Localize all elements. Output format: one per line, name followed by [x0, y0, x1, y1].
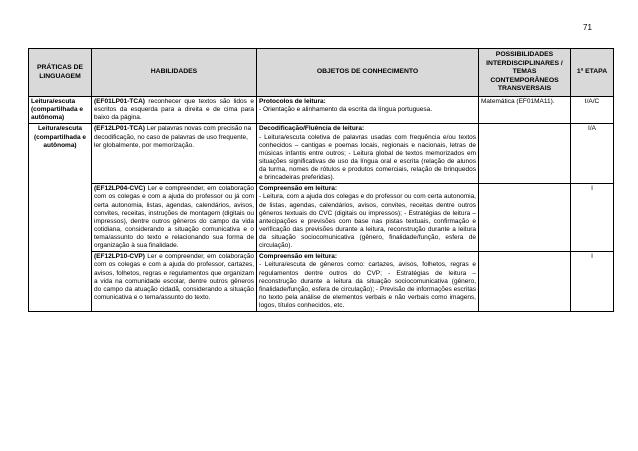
page-number: 71 [583, 23, 592, 32]
pratica-cell: Leitura/escuta (compartilhada e autônoma) [29, 124, 92, 312]
etapa-cell: I [571, 184, 614, 252]
possibilidades-cell: Matemática (EF01MA11). [479, 97, 571, 124]
objeto-title: Compreensão em leitura: [259, 253, 338, 261]
objeto-cell [257, 97, 479, 124]
objeto-text: - Leitura/escuta de gêneros como: cartazes, avisos, folhetos, regras e regulamentos dentre outros do CVP; - Estratégias de leitura – reconstrução durante a leitura da situação sociocomunicativa (gênero, finalidade/função, esfera de circulação); - Previsão de informações escritas no texto pela análise de elementos verbais e não verbais como imagens, logos, títulos conhecidos, etc. [259, 261, 476, 309]
etapa-cell: I/A [571, 124, 614, 184]
header-praticas: PRÁTICAS DE LINGUAGEM [29, 49, 92, 97]
objeto-cell [257, 252, 479, 312]
objeto-text: - Leitura/escuta coletiva de palavras usadas com frequência e/ou textos conhecidos – cantigas e poemas locais, regionais e nacionais, letras de músicas infantis entre outros; - Leitura global de textos memorizados em situações significativas de uso da língua oral e escrita (relação de alunos da turma, nomes de rótulos e produtos comerciais, relação de brinquedos e brincadeiras preferidas). [259, 133, 476, 182]
habilidade-code: (EF12LP01-TCA) [94, 125, 145, 133]
objeto-title: Compreensão em leitura: [259, 185, 338, 193]
table-row [29, 124, 614, 184]
habilidade-code: (EF12LP04-CVC) [94, 185, 146, 193]
objeto-text: - Orientação e alinhamento da escrita da língua portuguesa. [259, 106, 433, 114]
header-possibilidades: POSSIBILIDADES INTERDISCIPLINARES / TEMAS CONTEMPORÂNEOS TRANSVERSAIS [479, 49, 571, 97]
objeto-text: - Leitura, com a ajuda dos colegas e do professor ou com certa autonomia, de listas, agendas, calendários, avisos, convites, receitas dentre outros gêneros textuais do CVC (digitais ou impressos); - Estratégias de leitura – antecipações e previsões com base nas pistas textuais, confirmação e verificação das previsões durante a leitura, reconstrução durante a leitura da situação sociocomunicativa (gênero, finalidade/função, esfera de circulação). [259, 193, 476, 250]
habilidade-text: reconhecer que textos são lidos e escritos da esquerda para a direita e de cima para baixo da página. [94, 98, 254, 122]
table-header-row [29, 49, 614, 97]
header-habilidades: HABILIDADES [92, 49, 257, 97]
possibilidades-cell [479, 184, 571, 252]
pratica-cell: Leitura/escuta (compartilhada e autônoma) [29, 97, 92, 124]
objeto-cell [257, 184, 479, 252]
habilidade-cell [92, 252, 257, 312]
habilidade-text: Ler palavras novas com precisão na decodificação, no caso de palavras de uso frequente, ler globalmente, por memorização. [94, 125, 252, 149]
etapa-cell: I [571, 252, 614, 312]
objeto-cell [257, 124, 479, 184]
objeto-title: Protocolos de leitura: [259, 98, 326, 105]
curriculum-table [28, 48, 614, 312]
habilidade-cell [92, 97, 257, 124]
habilidade-cell [92, 184, 257, 252]
header-objetos: OBJETOS DE CONHECIMENTO [257, 49, 479, 97]
etapa-cell: I/A/C [571, 97, 614, 124]
header-etapa: 1ª ETAPA [571, 49, 614, 97]
objeto-title: Decodificação/Fluência de leitura: [259, 125, 365, 133]
table-row [29, 252, 614, 312]
possibilidades-cell [479, 252, 571, 312]
table-row [29, 97, 614, 124]
habilidade-cell [92, 124, 257, 184]
habilidade-text: Ler e compreender, em colaboração com os colegas e com a ajuda do professor ou já com certa autonomia, listas, agendas, calendários, avisos, convites, receitas, instruções de montagem (digitais ou impressos), dentre outros gêneros do campo da vida cotidiana, considerando a situação comunicativa e o tema/assunto do texto e relacionando sua forma de organização à sua finalidade. [94, 185, 254, 250]
habilidade-text: Ler e compreender, em colaboração com os colegas e com a ajuda do professor, cartazes, avisos, folhetos, regras e regulamentos que organizam a vida na comunidade escolar, dentre outros gêneros do campo da atuação cidadã, considerando a situação comunicativa e o tema/assunto do texto. [94, 253, 254, 301]
possibilidades-cell [479, 124, 571, 184]
habilidade-code: (EF12LP10-CVP) [94, 253, 145, 261]
table-row [29, 184, 614, 252]
habilidade-code: (EF01LP01-TCA) [94, 98, 145, 105]
